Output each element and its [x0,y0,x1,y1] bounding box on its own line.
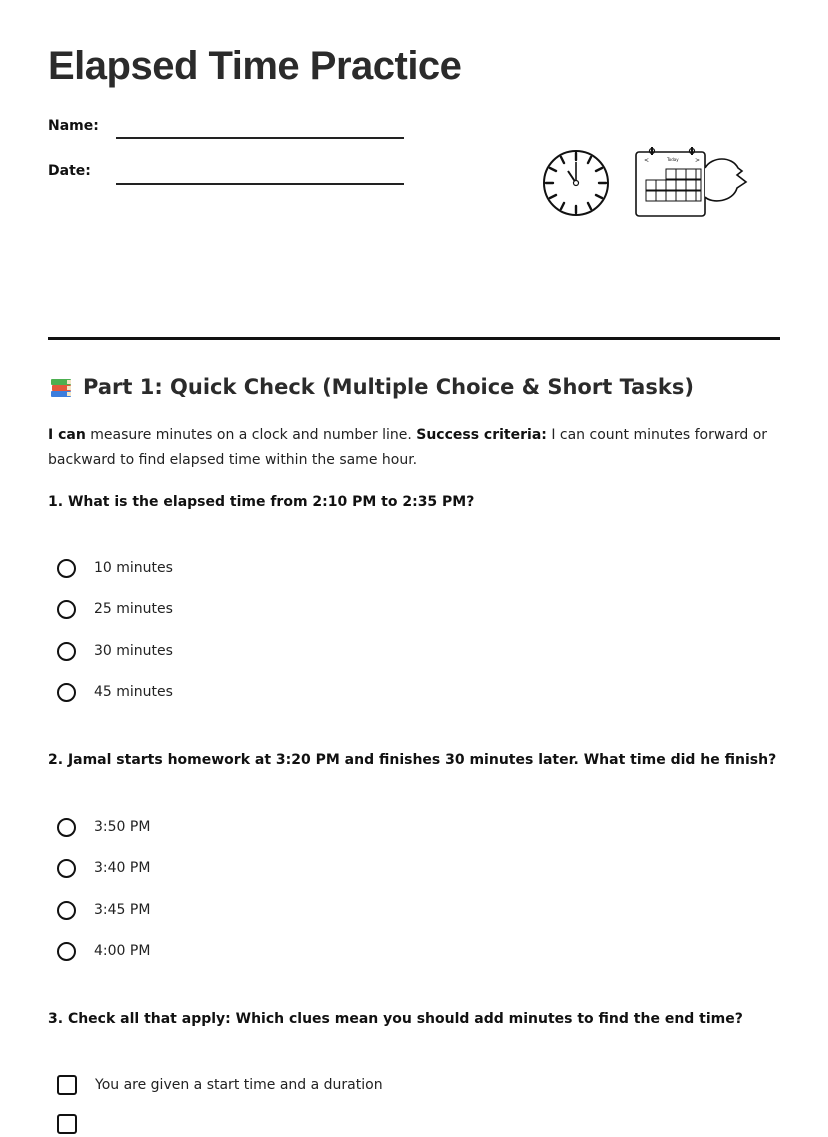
radio-button[interactable] [57,559,76,578]
option-label: 10 minutes [94,560,173,576]
section-divider [48,337,780,340]
success-criteria-text: I can count minutes forward or backward to find elapsed time within the same hour. [48,427,768,468]
radio-button[interactable] [57,859,76,878]
question-text: Jamal starts homework at 3:20 PM and finishes 30 minutes later. What time did he finish? [67,752,777,768]
calendar-icon [636,147,705,216]
part1-title: Part 1: Quick Check (Multiple Choice & Short Tasks) [83,375,694,399]
q2-option-3[interactable] [57,897,150,923]
i-can-label: I can [48,427,86,443]
question-number: 1. [48,494,64,510]
option-label: 4:00 PM [94,943,151,959]
question-1 [48,494,474,510]
q1-option-4[interactable] [57,679,173,705]
checkbox[interactable] [57,1075,77,1095]
name-field[interactable] [116,137,404,139]
question-2 [48,752,776,768]
option-label: 45 minutes [94,684,173,700]
page-title: Elapsed Time Practice [48,44,462,88]
date-label: Date: [48,163,91,179]
question-number: 2. [48,752,64,768]
date-field[interactable] [116,183,404,185]
radio-button[interactable] [57,683,76,702]
question-number: 3. [48,1011,64,1027]
option-label: 30 minutes [94,643,173,659]
option-label: 25 minutes [94,601,173,617]
option-label: 3:45 PM [94,902,151,918]
speech-bubble-icon [705,159,746,201]
q2-option-4[interactable] [57,938,150,964]
name-label: Name: [48,118,99,134]
radio-button[interactable] [57,600,76,619]
radio-button[interactable] [57,901,76,920]
q2-option-2[interactable] [57,855,150,881]
radio-button[interactable] [57,642,76,661]
option-label: 3:50 PM [94,819,151,835]
option-label: 3:40 PM [94,860,151,876]
question-text: Check all that apply: Which clues mean you should add minutes to find the end time? [67,1011,743,1027]
part1-heading [48,374,694,400]
clock-icon [544,151,608,215]
learning-goal [48,423,768,473]
checkbox[interactable] [57,1114,77,1134]
clock-calendar-illustration [540,142,755,226]
svg-text:>: > [695,157,701,164]
option-label: You are given a start time and a duration [95,1077,383,1093]
q2-option-1[interactable] [57,814,150,840]
q3-option-2[interactable] [57,1111,77,1137]
i-can-text: measure minutes on a clock and number line. [85,427,417,443]
success-criteria-label: Success criteria: [416,427,547,443]
question-3 [48,1011,743,1027]
q3-option-1[interactable] [57,1072,383,1098]
books-icon [48,374,74,400]
svg-text:<: < [644,157,650,164]
q1-option-3[interactable] [57,638,173,664]
svg-text:Today: Today [667,157,679,162]
q1-option-1[interactable] [57,555,173,581]
radio-button[interactable] [57,942,76,961]
q1-option-2[interactable] [57,596,173,622]
question-text: What is the elapsed time from 2:10 PM to 2:35 PM? [67,494,475,510]
radio-button[interactable] [57,818,76,837]
